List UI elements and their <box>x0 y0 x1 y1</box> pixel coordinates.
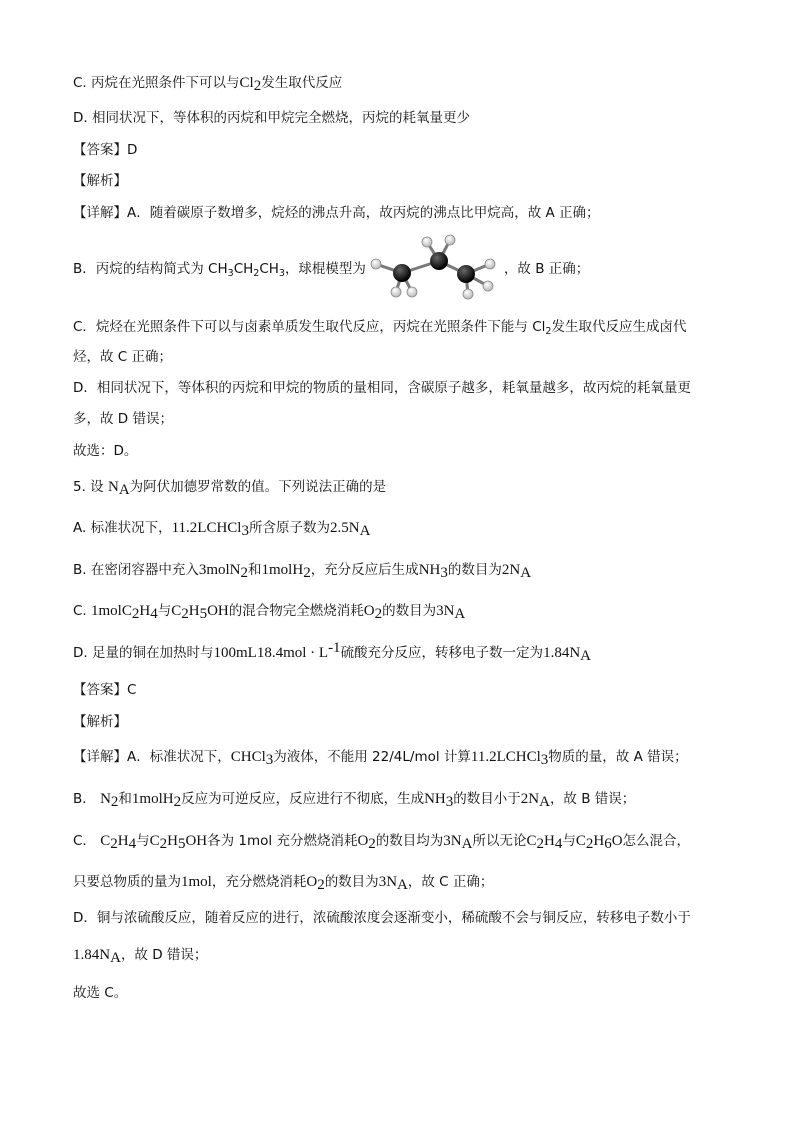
q5-stem: 5. 设 $N_A$为阿伏加德罗常数的值。下列说法正确的是 <box>73 479 387 498</box>
q4-detail-c-line2: 烃，故 C 正确； <box>73 349 173 365</box>
q4-option-d: D. 相同状况下，等体积的丙烷和甲烷完全燃烧，丙烷的耗氧量更少 <box>73 110 470 126</box>
q4-detail-d-line2: 多，故 D 错误； <box>73 411 173 427</box>
q5-detail-b: B． $N_2$和1molH$_2$反应为可逆反应，反应进行不彻底，生成$NH_3$的数目小于$2N_A$，故 B 错误； <box>73 791 636 810</box>
q5-answer: 【答案】C <box>73 682 137 698</box>
q5-detail-d-line2: $1.84N_A$，故 D 错误； <box>73 947 208 966</box>
propane-ball-stick-model <box>364 234 504 302</box>
q4-detail-d-line1: D．相同状况下，等体积的丙烷和甲烷的物质的量相同，含碳原子越多，耗氧量越多，故丙烷的耗氧量更 <box>73 380 691 396</box>
q4-final-choice: 故选：D。 <box>73 443 138 459</box>
q4-answer: 【答案】D <box>73 142 138 158</box>
q4-detail-a: 【详解】A．随着碳原子数增多，烷烃的沸点升高，故丙烷的沸点比甲烷高，故 A 正确； <box>73 205 600 221</box>
q5-analysis-heading: 【解析】 <box>73 714 127 730</box>
q4-analysis-heading: 【解析】 <box>73 173 127 189</box>
q5-option-d: D. 足量的铜在加热时与$100mL18.4mol \cdot L^{-1}$硫酸充分反应，转移电子数一定为$1.84N_A$ <box>73 640 591 664</box>
q4-detail-b: B．丙烷的结构简式为 $CH_3CH_2CH_3$，球棍模型为 ，故 B 正确； <box>73 261 590 279</box>
carbon-atoms <box>393 252 475 283</box>
q4-detail-c-line1: C．烷烃在光照条件下可以与卤素单质发生取代反应，丙烷在光照条件下能与 $Cl_2$发生取代反应生成卤代 <box>73 319 687 337</box>
q5-detail-a: 【详解】A．标准状况下，CHCl$_3$为液体，不能用 22/4L/mol 计算11.2LCHCl$_3$物质的量，故 A 错误； <box>73 749 688 768</box>
q5-detail-c-line1: C． $C_2H_4$与$C_2H_5OH$各为 1mol 充分燃烧消耗$O_2$的数目均为$3N_A$所以无论$C_2H_4$与$C_2H_6O$怎么混合， <box>73 833 691 852</box>
q5-option-c: C. $1molC_2H_4$与$C_2H_5OH$的混合物完全燃烧消耗$O_2$的数目为$3N_A$ <box>73 603 466 622</box>
q5-option-a: A. 标准状况下，11.2LCHCl$_3$所含原子数为$2.5N_A$ <box>73 520 371 539</box>
q5-detail-c-line2: 只要总物质的量为1mol，充分燃烧消耗$O_2$的数目为$3N_A$，故 C 正确； <box>73 874 494 893</box>
q5-final-choice: 故选 C。 <box>73 985 128 1001</box>
q5-detail-d-line1: D．铜与浓硫酸反应，随着反应的进行，浓硫酸浓度会逐渐变小，稀硫酸不会与铜反应，转移电子数小于 <box>73 910 691 926</box>
q5-option-b: B. 在密闭容器中充入3molN$_2$和1molH$_2$，充分反应后生成$NH_3$的数目为$2N_A$ <box>73 562 532 581</box>
q4-option-c: C. 丙烷在光照条件下可以与$Cl_2$发生取代反应 <box>73 75 343 94</box>
